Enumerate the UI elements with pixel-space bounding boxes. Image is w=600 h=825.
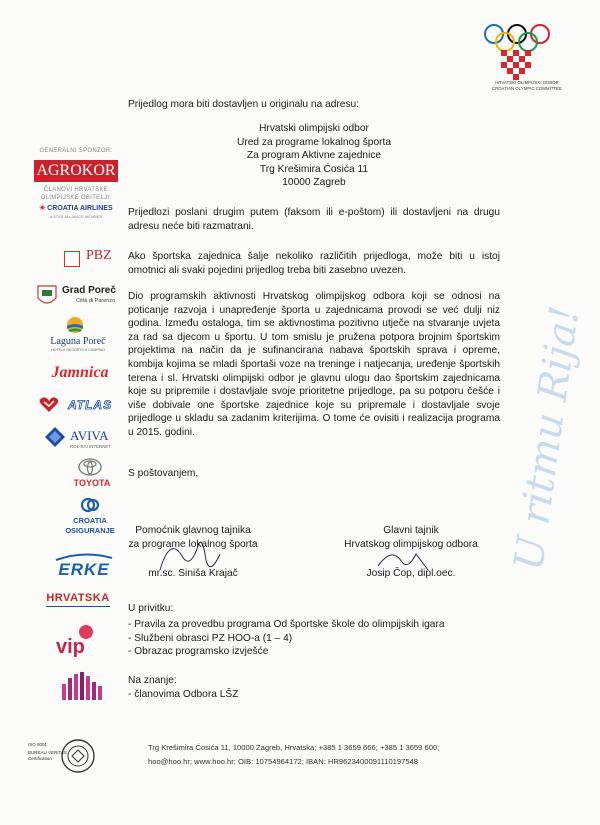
- sig-right-title-1: Glavni tajnik: [383, 525, 439, 536]
- rio-watermark: [505, 290, 600, 590]
- porec-crest-icon: [36, 284, 58, 308]
- croatia-osiguranje-logo: [58, 496, 122, 542]
- agrokor-logo: AGROKOR: [34, 160, 118, 182]
- grad-porec-sub: Città di Parenzo: [76, 298, 116, 304]
- laguna-porec-logo: [40, 316, 116, 356]
- grad-porec-text: Grad Poreč: [62, 285, 116, 296]
- address-line-3: Za program Aktivne zajednice: [246, 150, 382, 162]
- certification-text: Certification: [28, 756, 52, 761]
- star-alliance-text: A STAR ALLIANCE MEMBER: [49, 214, 103, 219]
- aviva-diamond-icon: [44, 426, 66, 448]
- paragraph-2: Ako športska zajednica šalje nekoliko različitih prijedloga, može biti u istoj omotnici ali svaki pojedini prijedlog treba biti zasebno uvezen.: [128, 251, 500, 276]
- pbz-mark-icon: [64, 251, 80, 267]
- logo-caption-line2: CROATIAN OLYMPIC COMMITTEE: [492, 86, 562, 91]
- pbz-logo: [64, 250, 116, 268]
- logo-caption-line1: HRVATSKI OLIMPIJSKI ODBOR: [495, 80, 559, 85]
- toyota-emblem-icon: [78, 458, 102, 476]
- heart-icon: [38, 396, 60, 414]
- attachment-item: - Pravila za provedbu programa Od športske škole do olimpijskih igara: [128, 619, 445, 630]
- vip-logo: [56, 624, 106, 664]
- sig-left-title-1: Pomoćnik glavnog tajnika: [135, 525, 251, 536]
- bureau-veritas-seal-icon: [60, 738, 96, 774]
- atlas-logo: [38, 396, 118, 416]
- handwritten-signature-right: [372, 540, 442, 576]
- sponsor-column: [30, 147, 122, 219]
- attachments-title: U privitku:: [128, 603, 174, 614]
- members-label-2: OLIMPIJSKE OBITELJI:: [40, 195, 112, 201]
- bureau-veritas-text: BUREAU VERITAS: [28, 750, 67, 755]
- toyota-text: TOYOTA: [73, 478, 111, 488]
- logo-caption: [472, 80, 582, 92]
- footer-line-2: hoo@hoo.hr; www.hoo.hr; OIB: 10754964172; IBAN: HR9623400091110197548: [148, 757, 419, 766]
- general-sponsor-label: GENERALNI SPONZOR:: [39, 148, 113, 154]
- paragraph-3: Dio programskih aktivnosti Hrvatskog olimpijskog odbora koji se odnosi na poticanje razvoja i unapređenje športa u zajednicama provodi se već dulji niz godina. Između ostaloga, tim se aktivnostima pozitivno utječe na stvaranje uvjeta za rad sa djecom u športu. U tom smislu je pružena potpora brojnim športskim projektima na način da je sufinancirana nabava športskih sprava i opreme, kombija kojima se mladi športaši voze na treninge i natjecanja, uređenje športskih terena i sl. Hrvatski olimpijski odbor je glavnu ulogu dao športskim zajednicama koje su pripremile i dostavljale svoje prioritetne prijedloge, pa su potporu češće i više dobivale one športske zajednice koje su pripremale i dostavljale svoje prijedloge u skladu sa zadanim kriterijima. O tome će ovisiti i realizacija programa u 2015. godini.: [128, 291, 500, 438]
- laguna-sub: HOTELS RESORTS & CAMPING: [51, 348, 105, 352]
- croatia-osiguranje-text-1: CROATIA: [73, 516, 107, 525]
- laguna-porec-text: Laguna Poreč: [50, 336, 106, 347]
- footer-line-1: Trg Krešimira Ćosića 11, 10000 Zagreb, Hrvatska; +385 1 3659 666; +385 1 3659 600;: [148, 743, 440, 752]
- aviva-text: AVIVA: [70, 428, 109, 443]
- iso-text: ISO 9001: [28, 742, 48, 747]
- bureau-veritas-badge: [24, 736, 104, 776]
- pink-brand-logo: [56, 672, 106, 706]
- croatia-airlines-logo: [30, 204, 122, 212]
- croatia-osiguranje-icon: [80, 496, 100, 514]
- croatia-airlines-text: CROATIA AIRLINES: [47, 205, 113, 212]
- vip-text: vip: [56, 636, 85, 658]
- closing-text: S poštovanjem,: [128, 468, 199, 479]
- aviva-logo: [44, 426, 120, 456]
- erke-logo: [46, 552, 122, 578]
- attachment-item: - Obrazac programsko izvješće: [128, 646, 269, 658]
- footer-contact: [148, 741, 568, 769]
- sig-right-name: Josip Čop, dipl.oec.: [366, 568, 456, 580]
- grad-porec-logo: [36, 284, 120, 310]
- members-label-1: ČLANOVI HRVATSKE: [43, 187, 109, 193]
- handwritten-signature-left: [150, 526, 240, 582]
- hrvatska-logo: [36, 592, 120, 614]
- watermark-text: U ritmu Rija!: [505, 303, 589, 574]
- sig-right-title-2: Hrvatskog olimpijskog odbora: [344, 538, 478, 550]
- croatia-osiguranje-text-2: OSIGURANJE: [65, 526, 115, 535]
- laguna-sun-icon: [66, 316, 84, 334]
- address-line-5: 10000 Zagreb: [282, 177, 346, 189]
- notice-item: - članovima Odbora LŠZ: [128, 689, 239, 700]
- pbz-text: PBZ: [86, 248, 112, 263]
- intro-text: Prijedlog mora biti dostavljen u originalu na adresu:: [128, 99, 360, 110]
- sig-left-title-2: za programe lokalnog športa: [128, 538, 258, 550]
- sig-left-name: mr.sc. Siniša Krajač: [148, 568, 238, 580]
- address-line-2: Ured za programe lokalnog športa: [236, 136, 392, 148]
- hrvatska-text: HRVATSKA: [46, 592, 110, 604]
- hrvatska-underline: [46, 606, 110, 607]
- paragraph-1: Prijedlozi poslani drugim putem (faksom ili e-poštom) ili dostavljeni na drugu adresu neće biti razmatrani.: [128, 207, 500, 232]
- jamnica-logo: Jamnica: [51, 364, 109, 381]
- address-line-4: Trg Krešimira Ćosića 11: [259, 163, 369, 175]
- toyota-logo: [62, 458, 122, 492]
- airline-star-icon: ✳: [39, 205, 46, 212]
- erke-text: ERKE: [58, 560, 110, 579]
- attachment-item: - Službeni obrasci PZ HOO-a (1 – 4): [128, 632, 293, 644]
- address-line-1: Hrvatski olimpijski odbor: [259, 123, 369, 134]
- notice-title: Na znanje:: [128, 675, 177, 686]
- atlas-text: ATLAS: [68, 398, 113, 412]
- checkerboard: [501, 50, 531, 80]
- aviva-sub: ROL-RAI INTERNET: [70, 444, 111, 449]
